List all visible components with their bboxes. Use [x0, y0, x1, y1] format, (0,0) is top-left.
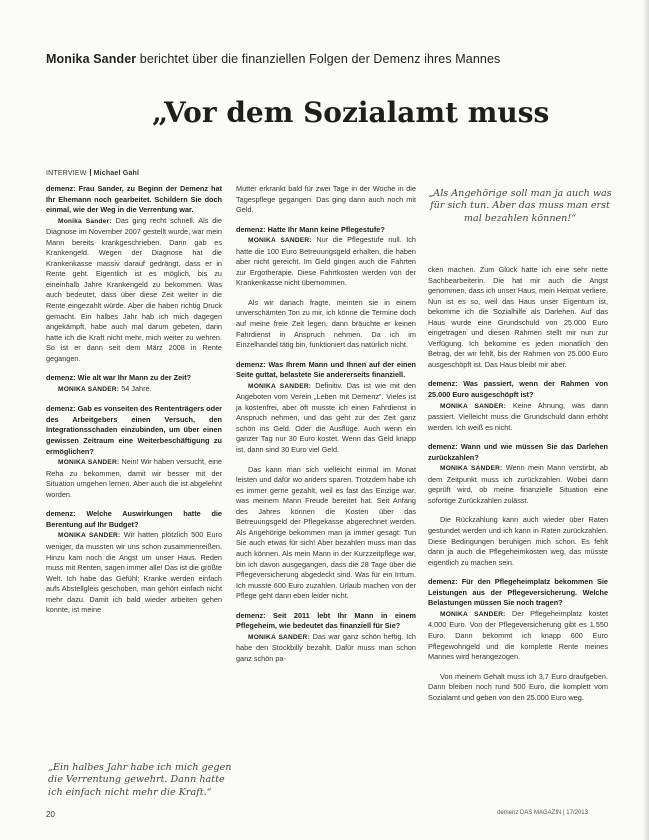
paragraph-text: Das kann man sich vielleicht einmal im Monat leisten und dafür wo anders sparen. Trotzdem habe ich es immer gerne gezahlt, weil es fast das Einzige war, was meinem Mann Freude bereitet hat. Seit Anfang des Jahres können die Kosten über das Betreuungsgeld der Pflegekasse abgerechnet werden. Als Angehörige bekommen man ja immer gesagt: Tun Sie auch etwas für sich! Aber bezahlen muss man das auch können. Als mein Mann in der Kurzzeitpflege war, bin ich davon ausgegangen, dass die 28 Tage über die Pflegeversicherung abgedeckt sind. Was für ein Irrtum. Ich musste 600 Euro zuzahlen. Urlaub machen von der Pflege geht dann eben leider nicht.	[236, 464, 416, 601]
text-column-1	[46, 184, 222, 625]
interview-paragraph	[46, 384, 222, 396]
page-edge	[643, 0, 649, 840]
magazine-footer: demenz DAS MAGAZIN | 17/2013	[497, 810, 588, 816]
interview-paragraph	[46, 530, 222, 615]
interview-question	[46, 373, 222, 384]
interview-question	[46, 184, 222, 216]
byline-label: INTERVIEW	[46, 170, 87, 177]
interview-question	[236, 360, 416, 381]
byline-divider	[90, 169, 91, 176]
paragraph-text: demenz: Was Ihrem Mann und Ihnen auf der einen Seite guttat, belastete Sie andererseits finanziell.	[236, 359, 416, 380]
speaker-label: MONIKA SANDER:	[440, 610, 506, 618]
pull-quote-bottom: „Ein halbes Jahr habe ich mich gegen die Verrentung gewehrt. Dann hatte ich einfach nicht mehr die Kraft.“	[48, 762, 232, 798]
interview-question	[428, 379, 608, 400]
paragraph-text: Als wir danach fragte, meinten sie in einem unverschämten Ton zu mir, ich könne die Termine doch auf meine freie Zeit legen, dann bräuchte er keinen Fahrdienst in Anspruch nehmen. Da ich im Einzelhandel tätig bin, funktioniert das natürlich nicht.	[236, 297, 416, 350]
paragraph-text: Die Rückzahlung kann auch wieder über Raten gestundet werden und ich kann in Raten zurückzahlen. Diese Bedingungen beruhigen mich schon. Es fehlt dann ja auch die Pflegeheimkosten weg, das müsste eigentlich zu machen sein.	[428, 515, 608, 567]
paragraph-text: demenz: Gab es vonseiten des Rententrägers oder des Arbeitgebers einen Versuch, den Integrationsschaden einzubinden, um über einen gewissen Zeitraum eine Weiterbeschäftigung zu ermöglichen?	[46, 404, 222, 456]
paragraph-text: demenz: Wann und wie müssen Sie das Darlehen zurückzahlen?	[428, 442, 608, 462]
paragraph-text: Nur die Pflegestufe null. Ich hatte die 100 Euro Betreuungsgeld erhalten, die haben aber nicht gereicht. Im Geld gingen auch die Fahrten zur Ergotherapie. Diese Fahrtkosten werden von der Krankenkasse nicht übernommen.	[236, 235, 416, 288]
interview-paragraph	[236, 235, 416, 289]
paragraph-text: Definitiv. Das ist wie mit den Angeboten vom Verein „Leben mit Demenz“. Vieles ist ja kostenfrei, aber oft musste ich einen Fahrdienst in Anspruch nehmen, und das geht zur der Zeit ganz schön ins Geld. Oder die Ausflüge. Auch wenn ein ganzer Tag nur 30 Euro kostet. Wenn das Geld knapp ist, dann sind 30 Euro viel Geld.	[236, 380, 416, 455]
speaker-label: MONIKA SANDER:	[58, 459, 120, 467]
speaker-label: MONIKA SANDER:	[58, 385, 120, 393]
paragraph-text: demenz: Seit 2011 lebt Ihr Mann in einem Pflegeheim, wie bedeutet das finanziell für Sie?	[236, 610, 416, 631]
paragraph-text: Von meinem Gehalt muss ich 3,7 Euro draufgeben. Dann bleiben noch rund 500 Euro, die komplett vom Sozialamt und geben von den 25.000 Euro weg.	[428, 671, 608, 702]
paragraph-text: Wir hatten plötzlich 500 Euro weniger, da mussten wir uns schon zusammenreißen. Hinzu kam noch die Angst um unser Haus. Reden muss mit Renten, sagen immer alle! Das ist die größte Welt. Ich habe das Gefühl: Kranke werden einfach aufs Abstellgleis geschoben, man gehört einfach nicht mehr dazu. Damit ich bald wieder arbeiten gehen konnte, ist meine	[46, 530, 222, 615]
interview-question	[236, 611, 416, 632]
paragraph-text: demenz: Wie alt war Ihr Mann zu der Zeit?	[46, 373, 192, 383]
paragraph-text: Das ging recht schnell. Als die Diagnose im November 2007 gestellt wurde, war mein Mann bereits krankgeschrieben. Dann gab es Krankengeld. Wegen der Diagnose hat die Krankenkasse massiv darauf gedrängt, dass er in Rente geht. Eigentlich ist es möglich, bis zu eineinhalb Jahre Krankengeld zu bekommen. Was auch bedeutet, dass über diese Zeit weiter in die Rente eingezahlt würde. Aber die haben richtig Druck gemacht. Ein halbes Jahr hab ich mich dagegen angekämpft, habe auch mal darum gebeten, darin hatte ich die Kraft nicht mehr, mich weiter zu wehren. So ist er dann seit dem März 2008 in Rente gegangen.	[46, 215, 222, 363]
interview-paragraph	[236, 465, 416, 602]
interview-question	[236, 225, 416, 236]
interview-question	[428, 577, 608, 609]
text-column-3	[428, 265, 608, 712]
kicker-name: Monika Sander	[46, 52, 137, 66]
interview-paragraph	[46, 457, 222, 500]
interview-paragraph	[236, 298, 416, 351]
speaker-label: MONIKA SANDER:	[248, 237, 312, 245]
speaker-label: MONIKA SANDER:	[58, 532, 121, 540]
headline: „Vor dem Sozialamt muss	[152, 96, 550, 129]
byline	[46, 169, 139, 177]
speaker-label: Monika Sander:	[58, 217, 112, 225]
interview-paragraph	[236, 381, 416, 456]
kicker	[46, 52, 500, 66]
speaker-label: MONIKA SANDER:	[440, 402, 506, 410]
page-number: 20	[46, 810, 55, 819]
paragraph-text: Nein! Wir haben versucht, eine Reha zu bekommen, damit wir besser mit der Situation umgehen lernen. Aber auch die ist abgelehnt worden.	[46, 457, 222, 499]
text-column-2	[236, 184, 416, 673]
paragraph-text: demenz: Für den Pflegeheimplatz bekommen Sie Leistungen aus der Pflegeversicherung. Welche Belastungen müssen Sie noch tragen?	[428, 577, 608, 608]
interview-paragraph	[428, 401, 608, 434]
interview-question	[46, 404, 222, 457]
interview-paragraph	[428, 672, 608, 704]
interview-paragraph	[46, 216, 222, 365]
byline-author: Michael Gahl	[93, 170, 140, 177]
interview-paragraph	[428, 609, 608, 663]
interview-paragraph	[428, 463, 608, 506]
interview-question	[428, 442, 608, 463]
speaker-label: MONIKA SANDER:	[248, 633, 310, 641]
paragraph-text: Keine Ahnung, was dann passiert. Vielleicht muss die Grundschuld dann erhöht werden. Ich weiß es nicht.	[428, 400, 608, 432]
paragraph-text: Mutter erkrankt bald für zwei Tage in der Woche in die Tagespflege gegangen. Das ging dann auch noch mit Geld.	[236, 184, 416, 215]
paragraph-text: cken machen. Zum Glück hatte ich eine sehr nette Sachbearbeiterin. Die hat mir auch die Angst genommen, dass ich unser Haus, mein Heimat verliere. Nun ist es so, weil das Haus unser Eigentum ist, bekomme ich die Sozialhilfe als Darlehen. Auf das Haus wurde eine Grundschuld von 25.000 Euro eingetragen und diesen Rahmen stellt mir nun zur Verfügung. Ich bekomme es jeden monatlich den Betrag, der wir fehlt, bis der Rahmen von 25.000 Euro ausgeschöpft ist. Das Haus bleibt mir aber.	[428, 265, 608, 369]
paragraph-text: Wenn mein Mann verstirbt, ab dem Zeitpunkt muss ich zurückzahlen. Wobei dann geprüft wird, ob meine finanzielle Situation eine sofortige Zurückzahlen zulässt.	[428, 463, 608, 505]
paragraph-text: demenz: Was passiert, wenn der Rahmen von 25.000 Euro ausgeschöpft ist?	[428, 379, 608, 400]
paragraph-text: Das war ganz schön heftig. Ich habe den Stockbilly bezahlt. Dafür muss man schon ganz schön pa-	[236, 631, 416, 663]
interview-paragraph	[236, 184, 416, 216]
paragraph-text: Der Pflegeheimplatz kostet 4.000 Euro. Von der Pflegeversicherung gibt es 1.550 Euro. Dann bekommt ich knapp 600 Euro Pflegewohngeld und die komplette Rente meines Mannes wird herangezogen.	[428, 608, 608, 662]
interview-question	[46, 509, 222, 530]
paragraph-text: 54 Jahre.	[119, 383, 152, 393]
kicker-text: berichtet über die finanziellen Folgen der Demenz ihres Mannes	[136, 52, 501, 66]
pull-quote-top: „Als Angehörige soll man ja auch was für sich tun. Aber das muss man erst mal bezahlen können!“	[428, 188, 612, 224]
speaker-label: MONIKA SANDER:	[248, 382, 312, 390]
speaker-label: MONIKA SANDER:	[440, 465, 503, 473]
paragraph-text: demenz: Hatte Ihr Mann keine Pflegestufe?	[236, 224, 385, 234]
interview-paragraph	[236, 632, 416, 665]
interview-paragraph	[428, 265, 608, 370]
interview-paragraph	[428, 515, 608, 568]
paragraph-text: demenz: Frau Sander, zu Beginn der Demenz hat Ihr Ehemann noch gearbeitet. Schildern Sie doch einmal, wie der Weg in die Verrentung war.	[46, 184, 222, 215]
paragraph-text: demenz: Welche Auswirkungen hatte die Berentung auf Ihr Budget?	[46, 509, 222, 529]
